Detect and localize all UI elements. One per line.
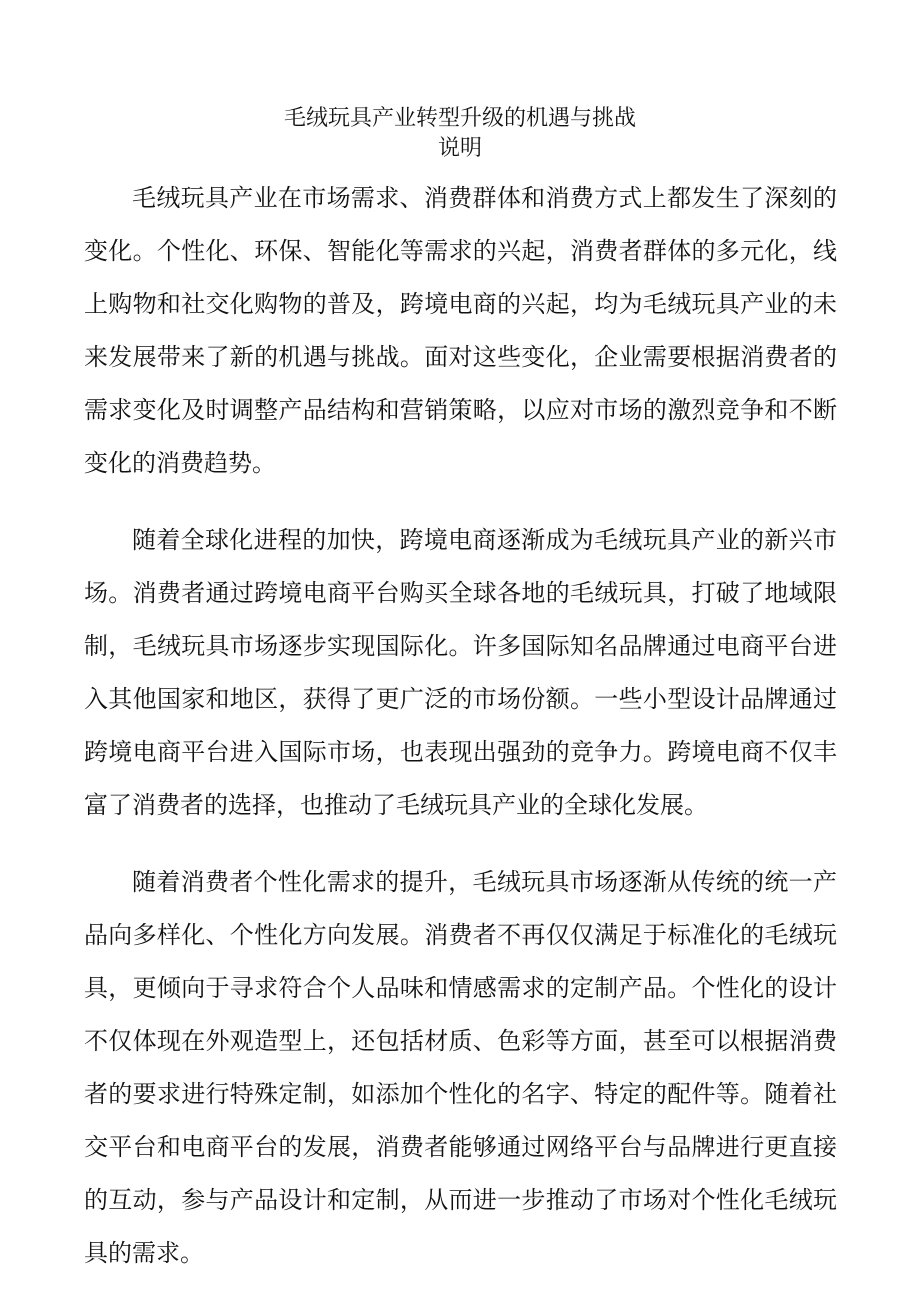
title-block xyxy=(0,104,920,164)
paragraph-1: 毛绒玩具产业在市场需求、消费群体和消费方式上都发生了深刻的变化。个性化、环保、智能化等需求的兴起，消费者群体的多元化，线上购物和社交化购物的普及，跨境电商的兴起，均为毛绒玩具产业的未来发展带来了新的机遇与挑战。面对这些变化，企业需要根据消费者的需求变化及时调整产品结构和营销策略，以应对市场的激烈竞争和不断变化的消费趋势。 xyxy=(84,184,837,477)
document-body xyxy=(84,172,837,1304)
document-title: 毛绒玩具产业转型升级的机遇与挑战 xyxy=(283,106,636,131)
paragraph-3: 随着消费者个性化需求的提升，毛绒玩具市场逐渐从传统的统一产品向多样化、个性化方向发展。消费者不再仅仅满足于标准化的毛绒玩具，更倾向于寻求符合个人品味和情感需求的定制产品。个性化的设计不仅体现在外观造型上，还包括材质、色彩等方面，甚至可以根据消费者的要求进行特殊定制，如添加个性化的名字、特定的配件等。随着社交平台和电商平台的发展，消费者能够通过网络平台与品牌进行更直接的互动，参与产品设计和定制，从而进一步推动了市场对个性化毛绒玩具的需求。 xyxy=(84,868,837,1267)
paragraph-2: 随着全球化进程的加快，跨境电商逐渐成为毛绒玩具产业的新兴市场。消费者通过跨境电商平台购买全球各地的毛绒玩具，打破了地域限制，毛绒玩具市场逐步实现国际化。许多国际知名品牌通过电商平台进入其他国家和地区，获得了更广泛的市场份额。一些小型设计品牌通过跨境电商平台进入国际市场，也表现出强劲的竞争力。跨境电商不仅丰富了消费者的选择，也推动了毛绒玩具产业的全球化发展。 xyxy=(84,526,837,819)
document-subtitle: 说明 xyxy=(437,136,482,161)
